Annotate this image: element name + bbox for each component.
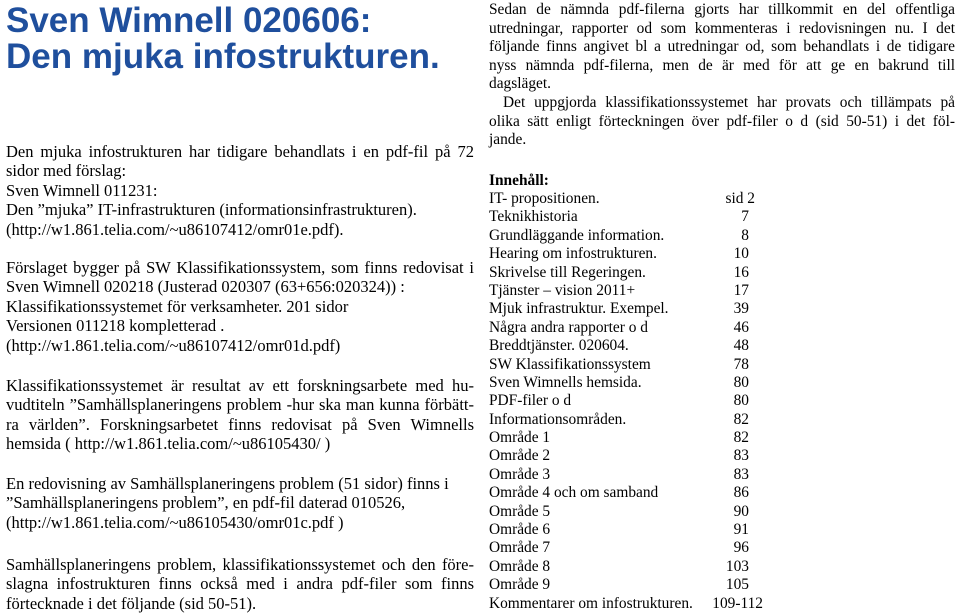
background-paragraph xyxy=(489,1,955,94)
toc-entry xyxy=(489,392,789,410)
text-line: Klassifikationssystemet är resultat av ett forskningsarbete med hu- xyxy=(6,376,474,395)
text-line: Den ”mjuka” IT-infrastrukturen (informationsinfrastrukturen). xyxy=(6,200,417,220)
toc-entry xyxy=(489,264,789,282)
toc-entry-page: 86 xyxy=(733,484,749,502)
toc-entry-title: Hearing om infostrukturen. xyxy=(489,245,657,263)
toc-entry-page: 39 xyxy=(733,300,749,318)
title-line-1: Sven Wimnell 020606: xyxy=(6,1,372,40)
toc-entry-title: Informationsområden. xyxy=(489,410,627,428)
toc-entry-title: Område 6 xyxy=(489,521,551,539)
toc-entry xyxy=(489,190,789,208)
toc-heading: Innehåll: xyxy=(489,172,549,189)
toc-entry-page: 82 xyxy=(733,429,749,447)
text-line: Förslaget bygger på SW Klassifikationssystem, som finns redovisat i xyxy=(6,258,474,277)
report-paragraph xyxy=(6,474,474,532)
toc-entry xyxy=(489,466,789,484)
toc-entry-title: Sven Wimnells hemsida. xyxy=(489,373,642,391)
toc-entry xyxy=(489,558,789,576)
toc-entry xyxy=(489,539,789,557)
toc-entry-title: Område 3 xyxy=(489,465,551,483)
toc-entry-page: 48 xyxy=(733,337,749,355)
toc-entry xyxy=(489,576,789,594)
text-line: hemsida ( http://w1.861.telia.com/~u86105430/ ) xyxy=(6,434,331,454)
text-line: En redovisning av Samhällsplaneringens problem (51 sidor) finns i xyxy=(6,474,449,493)
text-line: Sven Wimnell 020218 (Justerad 020307 (63+656:020324)) : xyxy=(6,277,405,297)
toc-entry-page: 109-112 xyxy=(712,594,763,612)
toc-entry-title: SW Klassifikationssystem xyxy=(489,355,651,373)
toc-entry-title: Område 8 xyxy=(489,557,551,575)
toc-entry xyxy=(489,521,789,539)
toc-entry-title: PDF-filer o d xyxy=(489,392,572,410)
proposal-paragraph xyxy=(6,258,474,355)
text-line: Klassifikationssystemet för verksamheter. 201 sidor xyxy=(6,296,349,316)
toc-entry-title: Kommentarer om infostrukturen. xyxy=(489,594,693,612)
text-line: ”Samhällsplaneringens problem”, en pdf-fil daterad 010526, xyxy=(6,493,406,513)
text-line: Sedan de nämnda pdf-filerna gjorts har tillkommit en del offentliga xyxy=(489,1,955,18)
toc-entry-title: Område 4 och om samband xyxy=(489,484,659,502)
toc-entry-page: 83 xyxy=(733,465,749,483)
toc-entry-page: 10 xyxy=(733,245,749,263)
toc-entry-page: 96 xyxy=(733,539,749,557)
text-line: nyss nämnda pdf-filerna, men de är med för att ge en bakrund till xyxy=(489,56,955,74)
toc-entry xyxy=(489,411,789,429)
toc-entry-page: 17 xyxy=(733,281,749,299)
title-line-2: Den mjuka infostrukturen. xyxy=(6,37,440,76)
toc-entry-title: Teknikhistoria xyxy=(489,208,578,226)
toc-entry-page: sid 2 xyxy=(725,190,755,207)
toc-entry xyxy=(489,245,789,263)
document-title xyxy=(6,3,440,75)
toc-entry xyxy=(489,337,789,355)
text-line: Sven Wimnell 011231: xyxy=(6,180,158,200)
toc-entry-title: Område 9 xyxy=(489,576,551,594)
toc-entry xyxy=(489,484,789,502)
toc-entry xyxy=(489,429,789,447)
toc-entry xyxy=(489,227,789,245)
toc-entry-title: Mjuk infrastruktur. Exempel. xyxy=(489,300,669,318)
toc-entry-page: 80 xyxy=(733,392,749,410)
toc-entry xyxy=(489,300,789,318)
text-line: Det uppgjorda klassifikationssystemet har provats och tillämpats på xyxy=(503,94,955,111)
toc-entry xyxy=(489,595,789,613)
text-line: sidor med förslag: xyxy=(6,161,127,181)
toc-entry-page: 7 xyxy=(741,208,749,226)
table-of-contents xyxy=(489,190,789,613)
toc-entry-page: 46 xyxy=(733,318,749,336)
text-line: vudtiteln ”Samhällsplaneringens problem -hur ska man kunna förbätt- xyxy=(6,395,474,415)
toc-entry-page: 103 xyxy=(725,557,749,575)
intro-paragraph xyxy=(6,142,474,239)
toc-entry-page: 82 xyxy=(733,410,749,428)
text-line: Samhällsplaneringens problem, klassifikationssystemet och den före- xyxy=(6,555,474,574)
toc-entry-page: 78 xyxy=(733,355,749,373)
toc-entry-title: Område 2 xyxy=(489,447,551,465)
text-line: dagsläget. xyxy=(489,75,551,93)
toc-entry-page: 16 xyxy=(733,263,749,281)
toc-entry-title: Tjänster – vision 2011+ xyxy=(489,281,636,299)
closing-paragraph xyxy=(6,555,474,613)
toc-entry-page: 105 xyxy=(725,576,749,594)
toc-entry-title: Breddtjänster. 020604. xyxy=(489,337,629,355)
text-line: Den mjuka infostrukturen har tidigare behandlats i en pdf-fil på 72 xyxy=(6,142,474,161)
toc-entry-title: Område 1 xyxy=(489,429,551,447)
toc-entry xyxy=(489,356,789,374)
text-line: förtecknade i det följande (sid 50-51). xyxy=(6,593,257,613)
toc-entry xyxy=(489,374,789,392)
toc-entry-title: Grundläggande information. xyxy=(489,226,665,244)
text-line: följande finns angivet bl a utredningar od, som behandlats i de tidigare xyxy=(489,38,955,56)
toc-entry-page: 91 xyxy=(733,521,749,539)
toc-entry xyxy=(489,447,789,465)
toc-entry xyxy=(489,319,789,337)
toc-entry-page: 83 xyxy=(733,447,749,465)
text-line: ra världen”. Forskningsarbetet finns redovisat på Sven Wimnells xyxy=(6,414,474,434)
toc-entry-page: 80 xyxy=(733,373,749,391)
classification-paragraph xyxy=(6,376,474,454)
toc-entry xyxy=(489,282,789,300)
text-line: (http://w1.861.telia.com/~u86107412/omr01e.pdf). xyxy=(6,219,344,239)
text-line: Versionen 011218 kompletterad . xyxy=(6,316,225,336)
toc-entry-page: 90 xyxy=(733,502,749,520)
toc-entry-title: Några andra rapporter o d xyxy=(489,318,648,336)
text-line: jande. xyxy=(489,131,527,149)
text-line: (http://w1.861.telia.com/~u86107412/omr01d.pdf) xyxy=(6,335,341,355)
toc-entry-title: IT- propositionen. xyxy=(489,190,600,207)
toc-entry xyxy=(489,503,789,521)
text-line: slagna infostrukturen finns också med i andra pdf-filer som finns xyxy=(6,574,474,594)
system-paragraph xyxy=(489,94,955,150)
toc-entry-title: Område 5 xyxy=(489,502,551,520)
toc-entry xyxy=(489,208,789,226)
toc-entry-title: Område 7 xyxy=(489,539,551,557)
toc-entry-page: 8 xyxy=(741,226,749,244)
text-line: olika sätt enligt förteckningen över pdf-filer o d (sid 50-51) i det föl- xyxy=(489,112,955,130)
text-line: (http://w1.861.telia.com/~u86105430/omr01c.pdf ) xyxy=(6,512,344,532)
text-line: utredningar, rapporter od som kommenteras i redovisningen nu. I det xyxy=(489,19,955,37)
toc-entry-title: Skrivelse till Regeringen. xyxy=(489,263,646,281)
